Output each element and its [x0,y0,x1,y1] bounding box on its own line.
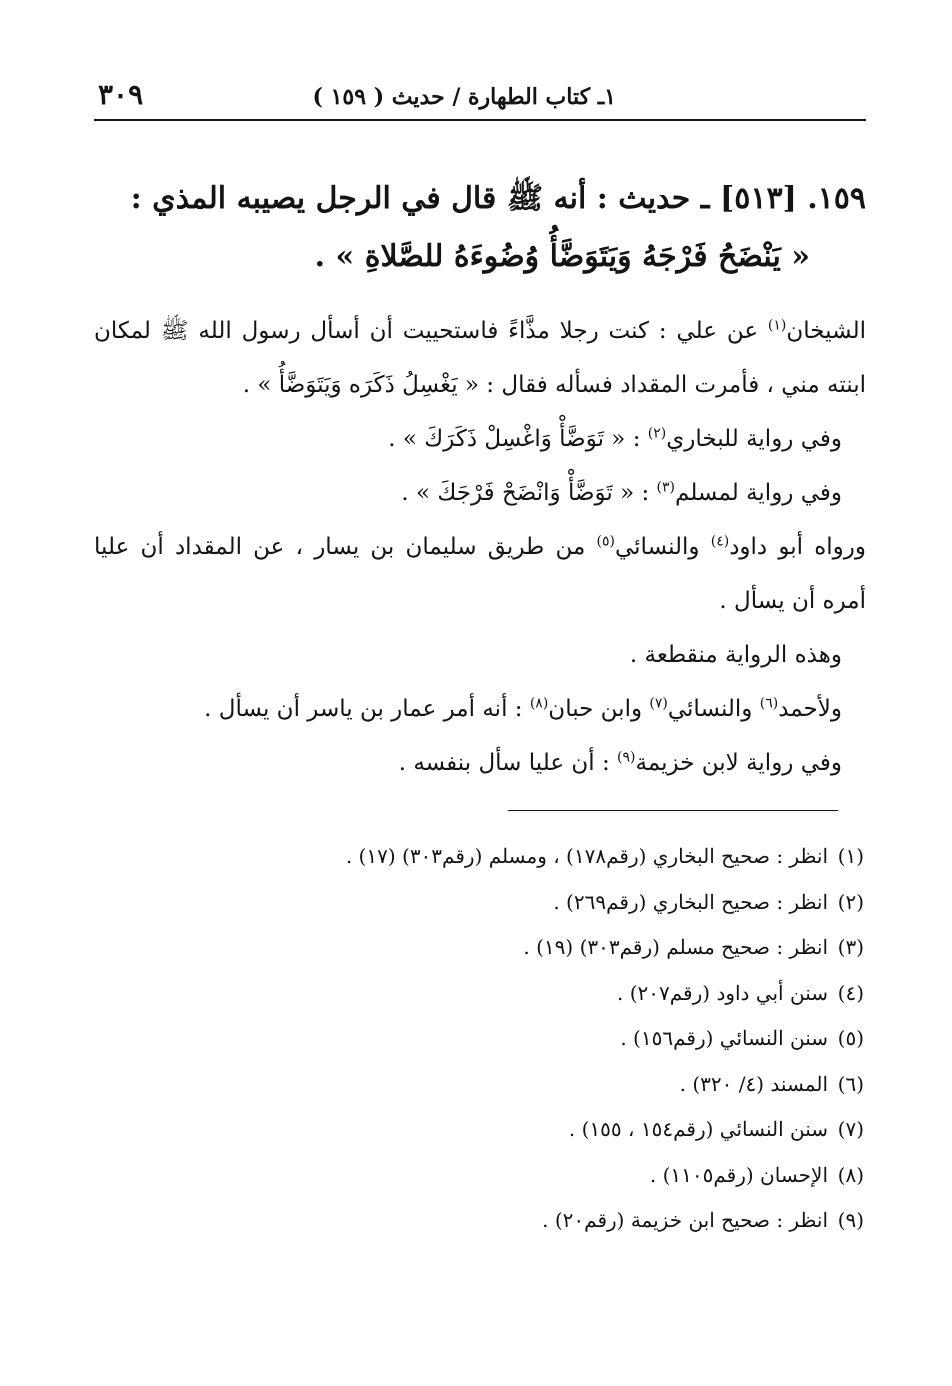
text-run: وفي رواية لابن خزيمة [635,750,842,776]
header-title: ١ـ كتاب الطهارة / حديث ( ١٥٩ ) [312,84,616,110]
footnote-ref[interactable]: (٨) [529,695,549,712]
paragraph-shaykhan [94,304,866,412]
footnote-4 [94,971,866,1017]
footnote-ref[interactable]: (٩) [617,749,636,766]
footnote-5 [94,1016,866,1062]
footnote-text: الإحسان (رقم١١٠٥) . [649,1162,828,1187]
footnote-3 [94,925,866,971]
footnote-ref[interactable]: (٧) [649,695,668,712]
footnote-separator [508,810,838,811]
paragraph-ahmad [94,682,866,736]
footnote-ref[interactable]: (٢) [647,425,667,442]
footnote-text: سنن النسائي (رقم١٥٤ ، ١٥٥) . [568,1117,828,1141]
text-run: ولأحمد [778,696,842,722]
text-run: من طريق سليمان بن يسار ، عن المقداد أن عليا أمره أن يسأل . [94,534,866,614]
footnote-text: سنن أبي داود (رقم٢٠٧) . [616,980,828,1005]
footnote-ref[interactable]: (١) [767,317,787,334]
footnote-number: (٣) [837,935,864,959]
footnote-number: (٧) [837,1117,864,1141]
text-run: وابن حبان [548,696,650,722]
footnote-number: (٤) [837,980,864,1005]
main-text [94,170,866,790]
paragraph-bukhari [94,412,866,466]
text-run: عن علي : كنت رجلا مذَّاءً فاستحييت أن أسأل رسول الله ﷺ لمكان ابنته مني ، فأمرت المقداد فسأله فقال : « يَغْسِلُ ذَكَرَه وَيَتَوَضَّأُ » . [94,318,866,398]
footnote-1 [94,834,866,880]
text-run: : أنه أمر عمار بن ياسر أن يسأل . [204,696,530,722]
footnote-number: (٦) [837,1071,864,1096]
footnote-text: انظر : صحيح البخاري (رقم١٧٨) ، ومسلم (رقم٣٠٣) (١٧) . [345,844,828,868]
footnote-number: (٥) [837,1026,864,1050]
text-run: وفي رواية لمسلم [675,480,842,506]
running-header [94,74,866,120]
footnote-number: (١) [837,844,864,868]
footnote-2 [94,880,866,926]
footnote-ref[interactable]: (٥) [596,533,615,550]
page-number: ٣٠٩ [98,78,144,111]
paragraph-ibn-khuzayma [94,736,866,790]
footnote-6 [94,1062,866,1108]
footnote-text: انظر : صحيح البخاري (رقم٢٦٩) . [553,889,828,914]
footnotes [94,834,866,1244]
footnote-text: انظر : صحيح مسلم (رقم٣٠٣) (١٩) . [523,935,828,959]
text-run: والنسائي [667,696,760,722]
footnote-text: انظر : صحيح ابن خزيمة (رقم٢٠) . [542,1208,828,1232]
text-run: وفي رواية للبخاري [666,426,842,452]
footnote-number: (٢) [837,889,864,914]
text-run: الشيخان [786,318,866,344]
hadith-heading [94,170,866,286]
paragraph-abu-dawud [94,520,866,628]
text-run: : « تَوَضَّأْ وَاغْسِلْ ذَكَرَكَ » . [388,426,648,452]
footnote-8 [94,1153,866,1199]
footnote-9 [94,1198,866,1244]
text-run: : أن عليا سأل بنفسه . [398,750,618,776]
header-divider [94,119,866,121]
footnote-number: (٩) [837,1208,864,1232]
commentary [94,304,866,790]
footnote-ref[interactable]: (٣) [656,479,676,496]
footnote-ref[interactable]: (٤) [710,533,730,550]
footnote-7 [94,1107,866,1153]
text-run: والنسائي [614,534,711,560]
text-run: ورواه أبو داود [729,534,866,560]
hadith-heading-line-1: ١٥٩. [٥١٣] ـ حديث : أنه ﷺ قال في الرجل يصيبه المذي : [130,181,866,216]
paragraph-munqati: وهذه الرواية منقطعة . [629,642,842,668]
footnote-text: المسند (٤/ ٣٢٠) . [679,1071,828,1096]
text-run: : « تَوَضَّأْ وَانْضَحْ فَرْجَكَ » . [401,480,657,506]
footnote-ref[interactable]: (٦) [759,695,779,712]
paragraph-muslim [94,466,866,520]
footnote-text: سنن النسائي (رقم١٥٦) . [620,1026,828,1050]
footnote-number: (٨) [837,1162,864,1187]
hadith-heading-line-2: « يَنْضَحُ فَرْجَهُ وَيَتَوَضَّأُ وُضُوءَهُ للصَّلاةِ » . [314,239,810,274]
